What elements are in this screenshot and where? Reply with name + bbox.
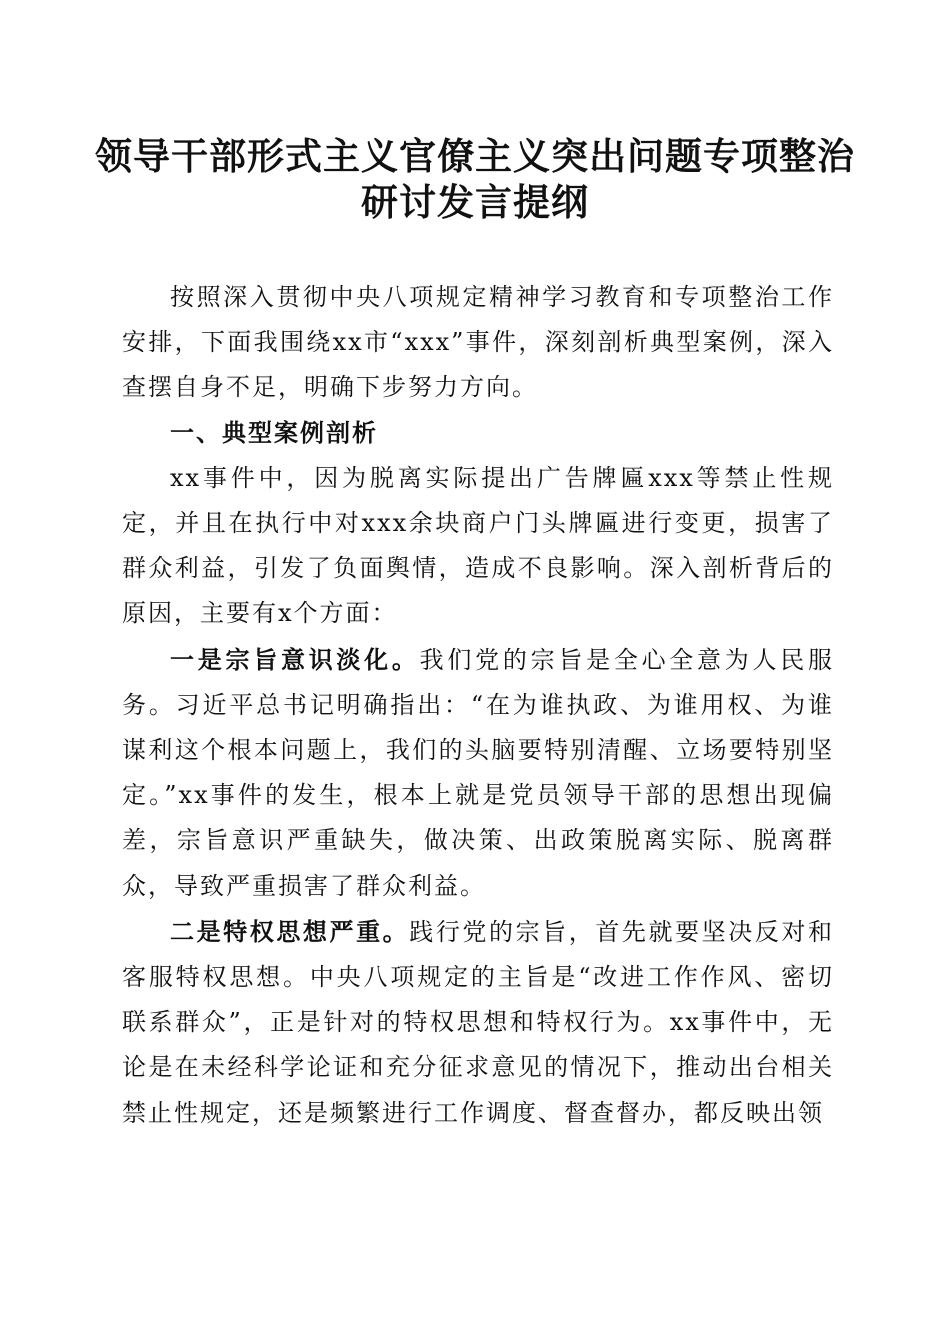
document-title [0, 133, 950, 225]
title-line-1: 领导干部形式主义官僚主义突出问题专项整治 [95, 134, 855, 178]
point-2-lead: 二是特权思想严重。 [170, 916, 410, 946]
point-1-text: 我们党的宗旨是全心全意为人民服务。习近平总书记明确指出：“在为谁执政、为谁用权、为谁谋利这个根本问题上，我们的头脑要特别清醒、立场要特别坚定。”xx事件的发生，根本上就是党员领导干部的思想出现偏差，宗旨意识严重缺失，做决策、出政策脱离实际、脱离群众，导致严重损害了群众利益。 [122, 645, 835, 900]
document-body [122, 275, 834, 1136]
point-1-lead: 一是宗旨意识淡化。 [170, 644, 420, 674]
point-2-text: 践行党的宗旨，首先就要坚决反对和客服特权思想。中央八项规定的主旨是“改进工作作风、密切联系群众”，正是针对的特权思想和特权行为。xx事件中，无论是在未经科学论证和充分征求意见的情况下，推动出台相关禁止性规定，还是频繁进行工作调度、督查督办，都反映出领 [122, 917, 834, 1127]
intro-paragraph: 按照深入贯彻中央八项规定精神学习教育和专项整治工作安排，下面我围绕xx市“xxx”事件，深刻剖析典型案例，深入查摆自身不足，明确下步努力方向。 [122, 283, 834, 402]
point-paragraph-2 [122, 909, 834, 1136]
case-paragraph: xx事件中，因为脱离实际提出广告牌匾xxx等禁止性规定，并且在执行中对xxx余块商户门头牌匾进行变更，损害了群众利益，引发了负面舆情，造成不良影响。深入剖析背后的原因，主要有x个方面： [122, 463, 834, 628]
section-heading: 一、典型案例剖析 [170, 418, 378, 447]
point-paragraph-1 [122, 637, 834, 909]
title-line-2: 研讨发言提纲 [361, 180, 589, 224]
